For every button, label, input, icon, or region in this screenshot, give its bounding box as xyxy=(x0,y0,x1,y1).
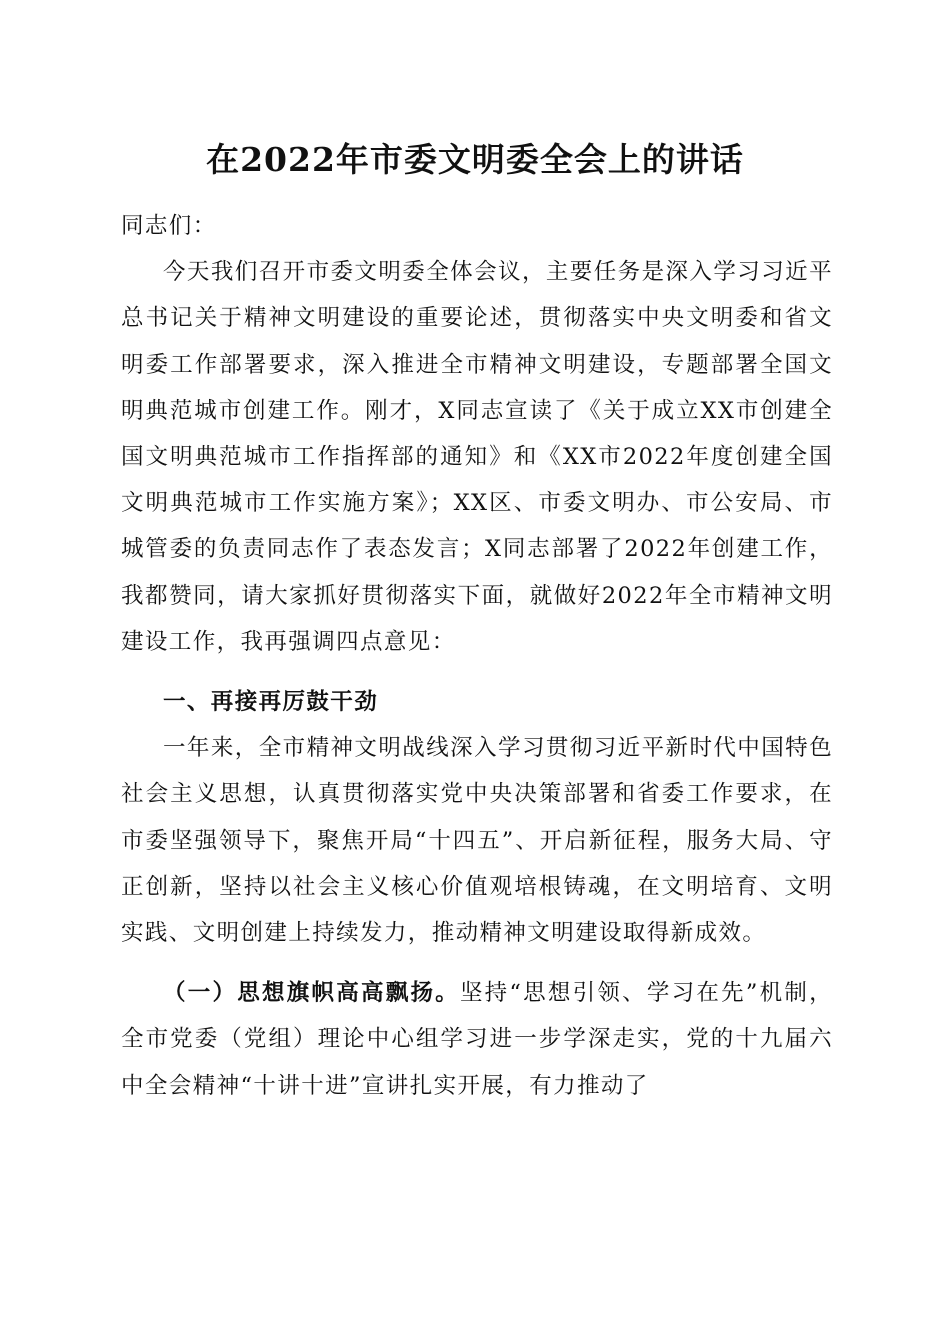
subsection-text: 坚持“思想引领、学习在先”机制，全市党委（党组）理论中心组学习进一步学深走实，党的十九届六中全会精神“十讲十进”宣讲扎实开展，有力推动了 xyxy=(121,980,833,1099)
intro-paragraph: 今天我们召开市委文明委全体会议，主要任务是深入学习习近平总书记关于精神文明建设的重要论述，贯彻落实中央文明委和省文明委工作部署要求，深入推进全市精神文明建设，专题部署全国文明典范城市创建工作。刚才，X同志宣读了《关于成立XX市创建全国文明典范城市工作指挥部的通知》和《XX市2022年度创建全国文明典范城市工作实施方案》；XX区、市委文明办、市公安局、市城管委的负责同志作了表态发言；X同志部署了2022年创建工作，我都赞同，请大家抓好贯彻落实下面，就做好2022年全市精神文明建设工作，我再强调四点意见： xyxy=(121,259,833,655)
section-heading: 一、再接再厉鼓干劲 xyxy=(163,689,379,716)
salutation: 同志们： xyxy=(121,213,217,239)
document-title: 在2022年市委文明委全会上的讲话 xyxy=(206,140,744,179)
section-paragraph: 一年来，全市精神文明战线深入学习贯彻习近平新时代中国特色社会主义思想，认真贯彻落实党中央决策部署和省委工作要求，在市委坚强领导下，聚焦开局“十四五”、开启新征程，服务大局、守正创新，坚持以社会主义核心价值观培根铸魂，在文明培育、文明实践、文明创建上持续发力，推动精神文明建设取得新成效。 xyxy=(121,735,833,947)
subsection-paragraph xyxy=(121,970,833,1109)
subsection-lead: （一）思想旗帜高高飘扬。 xyxy=(163,980,460,1007)
document-body xyxy=(121,203,833,1109)
